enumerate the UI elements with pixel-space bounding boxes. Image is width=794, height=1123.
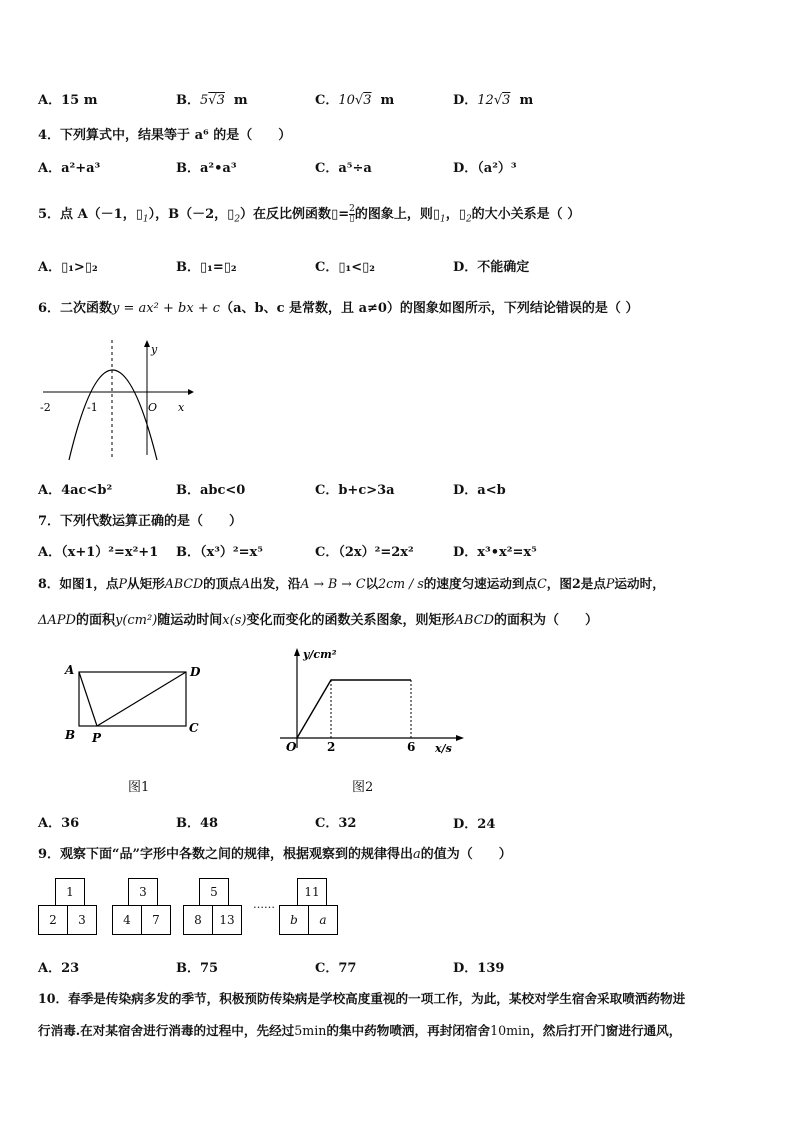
q10-stem-line2: 行消毒.在对某宿舍进行消毒的过程中，先经过5min的集中药物喷洒，再封闭宿舍10min，然后打开门窗进行通风， (38, 1023, 682, 1038)
fig2-tick-6: 6 (407, 740, 416, 754)
fig2-y-label: y/cm² (303, 648, 337, 661)
pin2-left: 4 (112, 905, 142, 935)
q3-option-c: C．10√3 m (315, 93, 395, 108)
label-p: P (92, 731, 102, 745)
q4-option-a: A．a²+a³ (38, 161, 101, 176)
q8-figure1-rectangle (62, 660, 212, 745)
pin3-right: 13 (212, 905, 242, 935)
x-axis-label: x (178, 401, 185, 414)
label-d: D (190, 665, 201, 679)
q7-option-d: D．x³•x²=x⁵ (453, 545, 537, 560)
pin2-right: 7 (141, 905, 171, 935)
q10-stem-line1: 10．春季是传染病多发的季节，积极预防传染病是学校高度重视的一项工作，为此，某校对学生宿舍采取喷洒药物进 (38, 991, 686, 1006)
q8-stem-line1: 8．如图1，点P从矩形ABCD的顶点A出发，沿A → B → C以2cm / s的速度匀速运动到点C，图2是点P运动时， (38, 576, 665, 591)
q8-figure2-graph (270, 640, 470, 755)
figure2-caption: 图2 (352, 780, 374, 795)
q9-option-b: B．75 (176, 961, 219, 976)
pin4-left: b (279, 905, 309, 935)
q8-option-d: D．24 (453, 817, 496, 832)
q8-option-b: B．48 (176, 816, 219, 831)
tick-neg1: -1 (87, 401, 98, 414)
y-axis-label: y (151, 343, 158, 356)
q6-stem: 6．二次函数y = ax² + bx + c（a、b、c 是常数，且 a≠0）的图象如图所示，下列结论错误的是（ ） (38, 301, 639, 316)
origin-label: O (148, 401, 158, 414)
pin4-top: 11 (297, 878, 327, 906)
fig2-origin: O (286, 740, 297, 754)
q5-stem: 5．点 A（－1，$▯_1$），B（－2，$▯_2$）在反比例函数▯= 2 ▯ 的图象上，则$▯_1$，$▯_2$的大小关系是（ ） (38, 204, 581, 225)
label-b: B (65, 728, 76, 742)
pin2-top: 3 (128, 878, 158, 906)
pin3-top: 5 (199, 878, 229, 906)
pin-ellipsis: …… (253, 898, 275, 911)
q7-option-b: B．（x³）²=x⁵ (176, 545, 263, 560)
q5-option-a: A．▯₁>▯₂ (38, 260, 98, 275)
q4-stem: 4．下列算式中，结果等于 a⁶ 的是（ ） (38, 128, 292, 143)
q6-option-c: C．b+c>3a (315, 483, 395, 498)
pin1-top: 1 (55, 878, 85, 906)
q8-option-a: A．36 (38, 816, 80, 831)
pin3-left: 8 (183, 905, 213, 935)
q7-option-c: C．（2x）²=2x² (315, 545, 414, 560)
q6-option-b: B．abc<0 (176, 483, 246, 498)
tick-neg2: -2 (40, 401, 51, 414)
figure1-caption: 图1 (128, 780, 150, 795)
q9-option-a: A．23 (38, 961, 80, 976)
q5-option-c: C．▯₁<▯₂ (315, 260, 375, 275)
q6-option-a: A．4ac<b² (38, 483, 113, 498)
q5-option-b: B．▯₁=▯₂ (176, 260, 237, 275)
fig2-tick-2: 2 (327, 740, 336, 754)
q7-stem: 7．下列代数运算正确的是（ ） (38, 514, 243, 529)
q4-option-b: B．a²•a³ (176, 161, 237, 176)
fig2-x-label: x/s (435, 742, 452, 755)
label-a: A (65, 663, 75, 677)
pin4-right: a (308, 905, 338, 935)
parabola-curve (69, 370, 157, 460)
label-c: C (189, 721, 199, 735)
pin1-left: 2 (38, 905, 68, 935)
q3-option-d: D．12√3 m (453, 93, 534, 108)
q6-option-d: D．a<b (453, 483, 506, 498)
q7-option-a: A．（x+1）²=x²+1 (38, 545, 159, 560)
q9-stem: 9．观察下面“品”字形中各数之间的规律，根据观察到的规律得出a的值为（ ） (38, 847, 512, 862)
q4-option-d: D．（a²）³ (453, 161, 517, 176)
q3-option-a: A．15 m (38, 93, 98, 108)
q9-option-d: D．139 (453, 961, 505, 976)
pin1-right: 3 (67, 905, 97, 935)
q8-stem-line2: ΔAPD的面积y(cm²)随运动时间x(s)变化而变化的函数关系图象，则矩形ABCD的面积为（ ） (38, 613, 599, 628)
q3-option-b: B．5√3 m (176, 93, 248, 108)
q8-option-c: C．32 (315, 816, 357, 831)
q9-option-c: C．77 (315, 961, 357, 976)
q4-option-c: C．a⁵÷a (315, 161, 372, 176)
q6-parabola-graph (38, 335, 198, 465)
q5-option-d: D．不能确定 (453, 260, 530, 275)
